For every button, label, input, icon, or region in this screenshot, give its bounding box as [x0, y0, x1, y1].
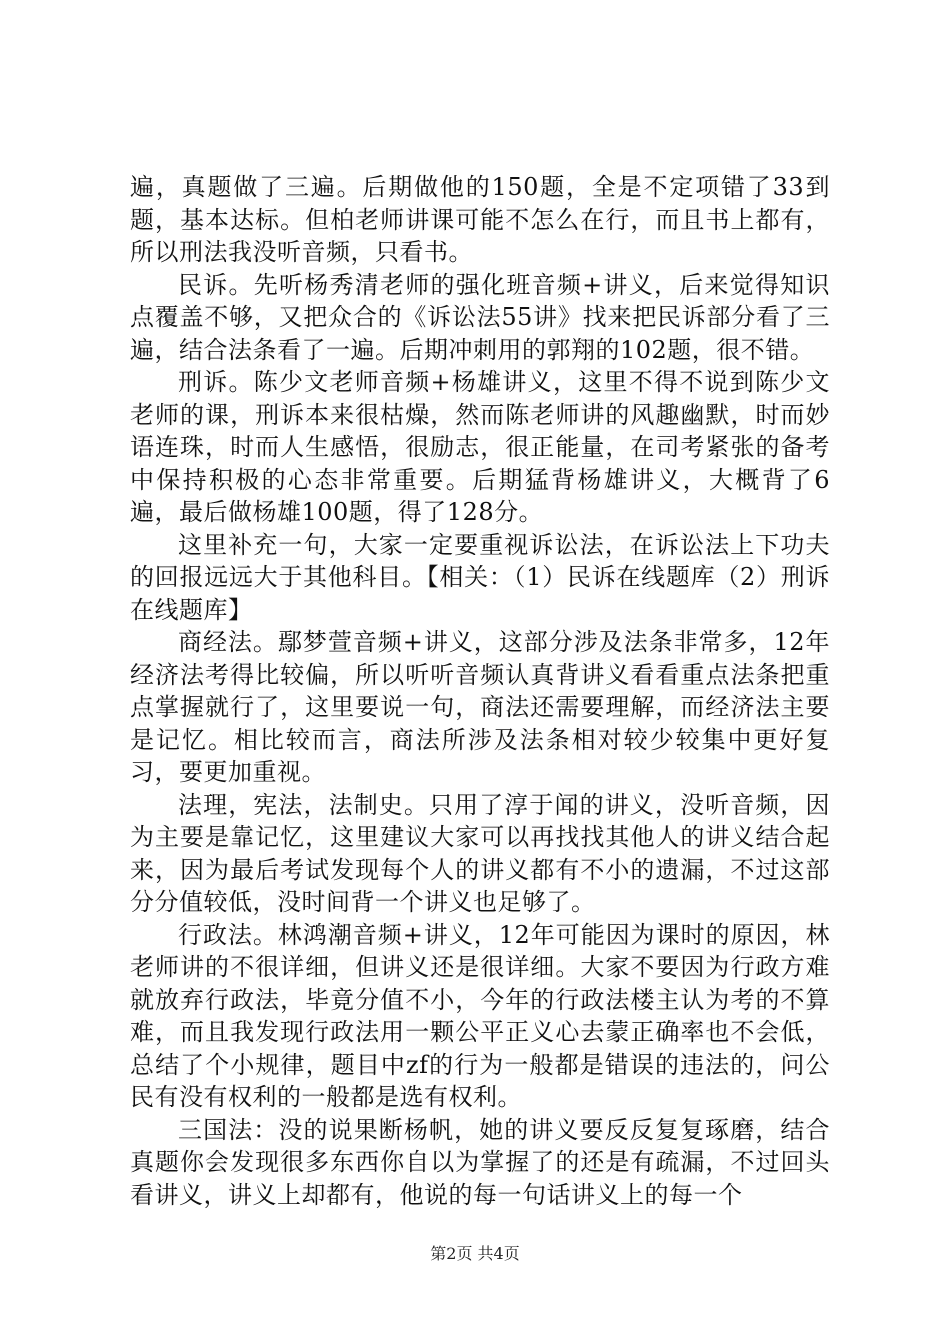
- paragraph-jurisprudence: 法理，宪法，法制史。只用了淳于闻的讲义，没听音频，因为主要是靠记忆，这里建议大家可以再找找其他人的讲义结合起来，因为最后考试发现每个人的讲义都有不小的遗漏，不过这部分分值较低，没时间背一个讲义也足够了。: [130, 790, 830, 916]
- paragraph-administrative-law: 行政法。林鸿潮音频+讲义，12年可能因为课时的原因，林老师讲的不很详细，但讲义还是很详细。大家不要因为行政方难就放弃行政法，毕竟分值不小，今年的行政法楼主认为考的不算难，而且我发现行政法用一颗公平正义心去蒙正确率也不会低，总结了个小规律，题目中zf的行为一般都是错误的违法的，问公民有没有权利的一般都是选有权利。: [130, 920, 830, 1111]
- paragraph-procedure-note: 这里补充一句，大家一定要重视诉讼法，在诉讼法上下功夫的回报远远大于其他科目。【相关：（1）民诉在线题库（2）刑诉在线题库】: [130, 530, 830, 624]
- paragraph-international-law: 三国法：没的说果断杨帆，她的讲义要反反复复琢磨，结合真题你会发现很多东西你自以为掌握了的还是有疏漏，不过回头看讲义，讲义上却都有，他说的每一句话讲义上的每一个: [130, 1115, 830, 1209]
- paragraph-civil-procedure: 民诉。先听杨秀清老师的强化班音频+讲义，后来觉得知识点覆盖不够，又把众合的《诉讼法55讲》找来把民诉部分看了三遍，结合法条看了一遍。后期冲刺用的郭翔的102题，很不错。: [130, 270, 830, 364]
- paragraph-criminal-procedure: 刑诉。陈少文老师音频+杨雄讲义，这里不得不说到陈少文老师的课，刑诉本来很枯燥，然而陈老师讲的风趣幽默，时而妙语连珠，时而人生感悟，很励志，很正能量，在司考紧张的备考中保持积极的心态非常重要。后期猛背杨雄讲义，大概背了6遍，最后做杨雄100题，得了128分。: [130, 368, 830, 526]
- body-text: [130, 171, 830, 1211]
- page-footer: 第2页 共4页: [430, 1244, 520, 1263]
- paragraph-commercial-economic-law: 商经法。鄢梦萱音频+讲义，这部分涉及法条非常多，12年经济法考得比较偏，所以听听音频认真背讲义看看重点法条把重点掌握就行了，这里要说一句，商法还需要理解，而经济法主要是记忆。相比较而言，商法所涉及法条相对较少较集中更好复习，要更加重视。: [130, 628, 830, 786]
- paragraph-criminal-law-end: 遍，真题做了三遍。后期做他的150题，全是不定项错了33到题，基本达标。但柏老师讲课可能不怎么在行，而且书上都有，所以刑法我没听音频，只看书。: [130, 173, 830, 266]
